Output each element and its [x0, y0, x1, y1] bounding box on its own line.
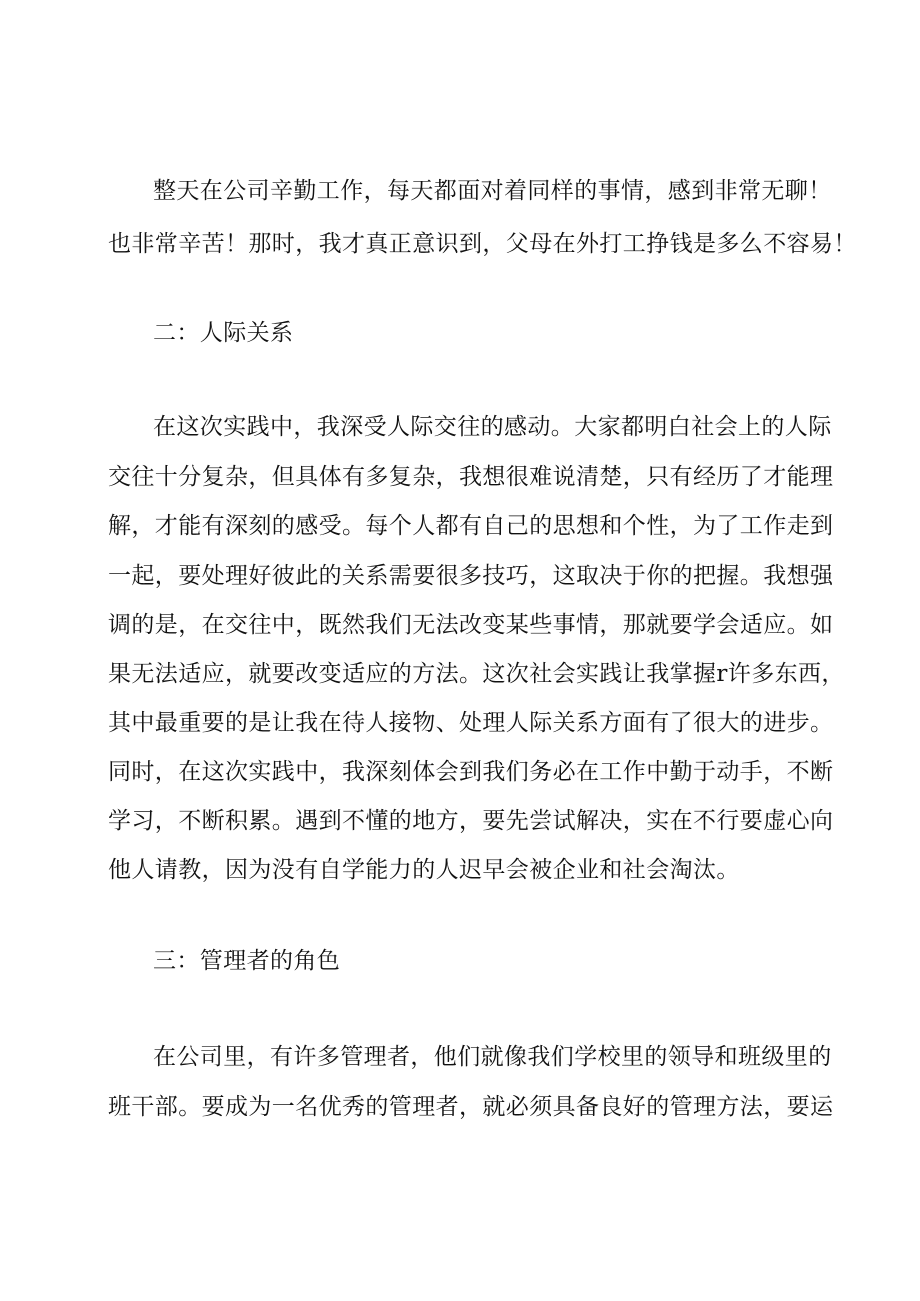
paragraph-2-line: 调的是，在交往中，既然我们无法改变某些事情，那就要学会适应。如	[108, 612, 834, 638]
section-heading-interpersonal: 二：人际关系	[153, 320, 294, 346]
paragraph-3-line: 班干部。要成为一名优秀的管理者，就必须具备良好的管理方法，要运	[108, 1094, 834, 1120]
paragraph-2-line: 一起，要处理好彼此的关系需要很多技巧，这取决于你的把握。我想强	[108, 563, 834, 589]
paragraph-1-line: 整天在公司辛勤工作，每天都面对着同样的事情，感到非常无聊！	[153, 178, 832, 204]
paragraph-2-line: 他人请教，因为没有自学能力的人迟早会被企业和社会淘汰。	[108, 857, 740, 883]
paragraph-1-line: 也非常辛苦！那时，我才真正意识到，父母在外打工挣钱是多么不容易！	[108, 231, 857, 257]
paragraph-2-line: 其中最重要的是让我在待人接物、处理人际关系方面有了很大的进步。	[108, 710, 834, 736]
section-heading-manager-role: 三：管理者的角色	[153, 948, 341, 974]
paragraph-2-line: 交往十分复杂，但具体有多复杂，我想很难说清楚，只有经历了才能理	[108, 464, 834, 490]
paragraph-2-line: 学习，不断积累。遇到不懂的地方，要先尝试解决，实在不行要虚心向	[108, 808, 834, 834]
paragraph-2-line: 解，才能有深刻的感受。每个人都有自己的思想和个性，为了工作走到	[108, 513, 834, 539]
paragraph-2-line: 果无法适应，就要改变适应的方法。这次社会实践让我掌握r许多东西，	[108, 661, 845, 687]
paragraph-2-line: 在这次实践中，我深受人际交往的感动。大家都明白社会上的人际	[153, 414, 832, 440]
paragraph-2-line: 同时，在这次实践中，我深刻体会到我们务必在工作中勤于动手，不断	[108, 759, 834, 785]
paragraph-3-line: 在公司里，有许多管理者，他们就像我们学校里的领导和班级里的	[153, 1044, 832, 1070]
